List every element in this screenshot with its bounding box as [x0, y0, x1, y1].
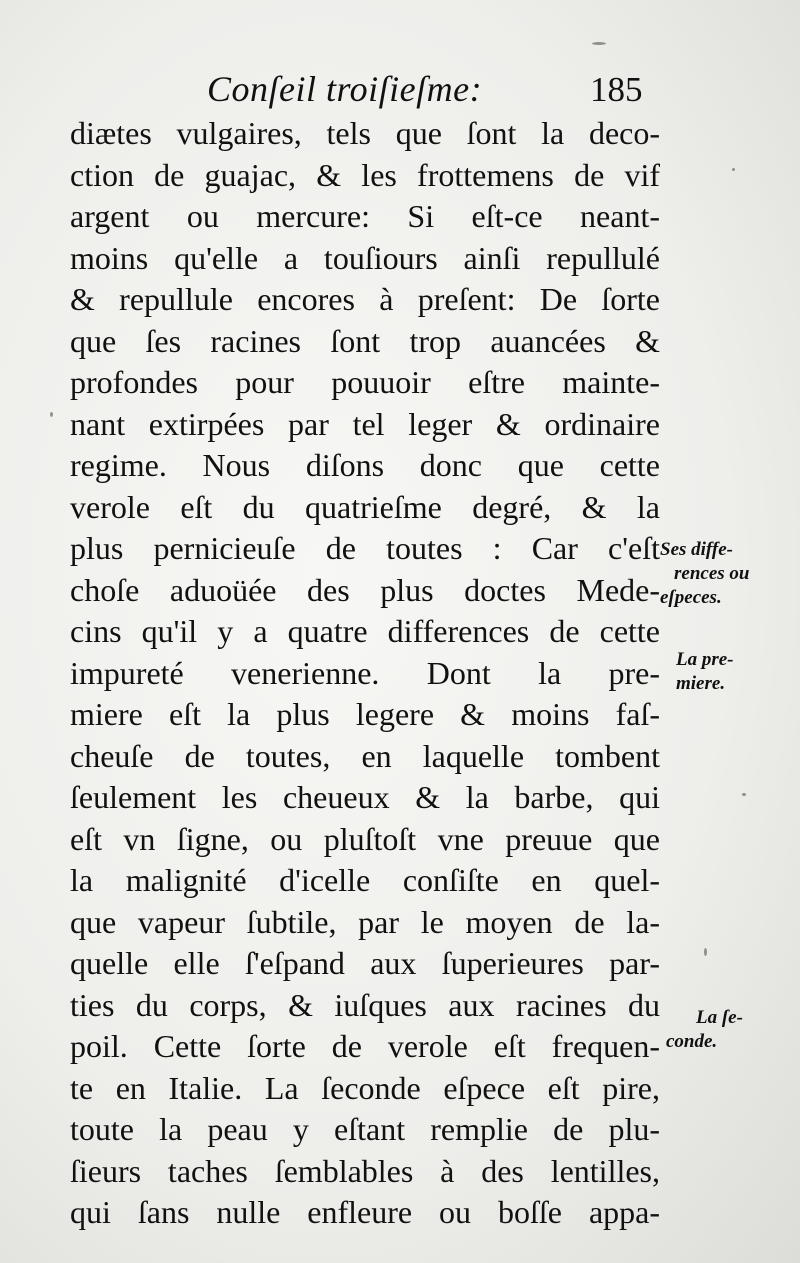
- text-line: diætes vulgaires, tels que ſont la deco-: [70, 115, 660, 151]
- margin-note-line: La pre-: [676, 649, 734, 670]
- paper-speck: [732, 168, 735, 171]
- text-line: poil. Cette ſorte de verole eſt frequen-: [70, 1028, 660, 1064]
- running-title: Conſeil troiſieſme:: [207, 69, 483, 109]
- text-line: te en Italie. La ſeconde eſpece eſt pire,: [70, 1069, 660, 1106]
- text-line: la malignité d'icelle conſiſte en quel-: [70, 862, 660, 898]
- page-number: 185: [590, 70, 643, 109]
- paper-speck: [742, 793, 746, 796]
- margin-note-line: Ses diffe-: [660, 539, 733, 560]
- text-line: plus pernicieuſe de toutes : Car c'eſt: [70, 530, 660, 566]
- text-line: que ſes racines ſont trop auancées &: [70, 322, 660, 359]
- text-line: ſeulement les cheueux & la barbe, qui: [70, 779, 660, 815]
- text-line: que vapeur ſubtile, par le moyen de la-: [70, 903, 660, 940]
- margin-note-line: miere.: [676, 673, 726, 694]
- text-line: cheuſe de toutes, en laquelle tombent: [70, 737, 660, 774]
- text-line: profondes pour pouuoir eſtre mainte-: [70, 364, 660, 400]
- text-line: moins qu'elle a touſiours ainſi repullulé: [70, 239, 660, 276]
- margin-note-line: La ſe-: [696, 1007, 743, 1028]
- text-line: argent ou mercure: Si eſt-ce neant-: [70, 198, 660, 234]
- paper-speck: [50, 412, 53, 417]
- text-line: toute la peau y eſtant remplie de plu-: [70, 1111, 660, 1147]
- margin-note-line: eſpeces.: [660, 587, 722, 608]
- text-line: ſieurs taches ſemblables à des lentilles,: [70, 1152, 660, 1189]
- text-line: ties du corps, & iuſques aux racines du: [70, 986, 660, 1023]
- body-text: [70, 113, 660, 1234]
- paper-speck: [592, 42, 606, 45]
- text-line: cins qu'il y a quatre differences de cette: [70, 613, 660, 649]
- paper-speck: [704, 948, 707, 956]
- text-line: regime. Nous diſons donc que cette: [70, 447, 660, 483]
- text-line: verole eſt du quatrieſme degré, & la: [70, 488, 660, 525]
- text-line: & repullule encores à preſent: De ſorte: [70, 281, 660, 317]
- margin-note-first: [676, 648, 734, 696]
- text-line: eſt vn ſigne, ou pluſtoſt vne preuue que: [70, 820, 660, 857]
- text-line: nant extirpées par tel leger & ordinaire: [70, 405, 660, 442]
- text-line: miere eſt la plus legere & moins faſ-: [70, 696, 660, 732]
- text-line: quelle elle ſ'eſpand aux ſuperieures par-: [70, 945, 660, 981]
- text-line: ction de guajac, & les frottemens de vif: [70, 156, 660, 193]
- margin-note-differences: [660, 538, 749, 610]
- margin-note-line: rences ou: [674, 563, 750, 584]
- margin-note-line: conde.: [666, 1031, 718, 1052]
- text-line: qui ſans nulle enfleure ou boſſe appa-: [70, 1194, 660, 1230]
- text-line: choſe aduoüée des plus doctes Mede-: [70, 571, 660, 608]
- margin-note-second: [666, 1006, 743, 1054]
- text-line: impureté venerienne. Dont la pre-: [70, 654, 660, 691]
